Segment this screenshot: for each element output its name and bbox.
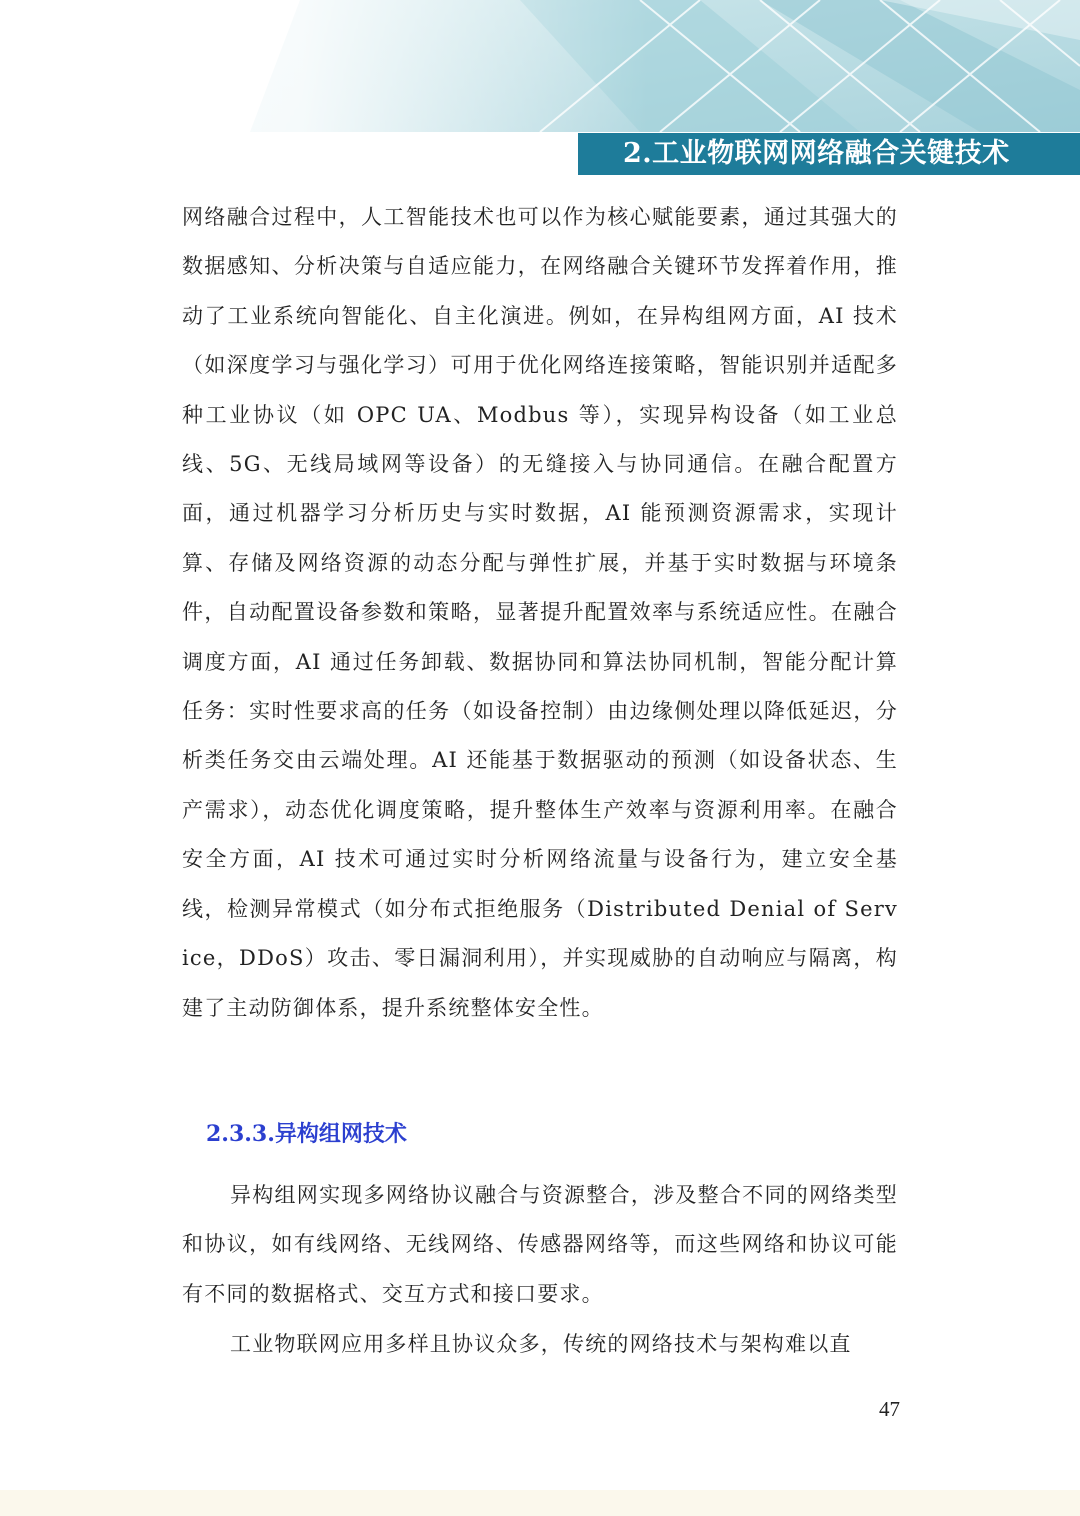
section-heading: 2.3.3.异构组网技术 <box>206 1121 407 1147</box>
page-number: 47 <box>879 1397 900 1421</box>
body-paragraph: 网络融合过程中，人工智能技术也可以作为核心赋能要素，通过其强大的数据感知、分析决策与自适应能力，在网络融合关键环节发挥着作用，推动了工业系统向智能化、自主化演进。例如，在异构组网方面，AI 技术（如深度学习与强化学习）可用于优化网络连接策略，智能识别并适配多种工业协议（如 OPC UA、Modbus 等），实现异构设备（如工业总线、5G、无线局域网等设备）的无缝接入与协同通信。在融合配置方面，通过机器学习分析历史与实时数据，AI 能预测资源需求，实现计算、存储及网络资源的动态分配与弹性扩展，并基于实时数据与环境条件，自动配置设备参数和策略，显著提升配置效率与系统适应性。在融合调度方面，AI 通过任务卸载、数据协同和算法协同机制，智能分配计算任务：实时性要求高的任务（如设备控制）由边缘侧处理以降低延迟，分析类任务交由云端处理。AI 还能基于数据驱动的预测（如设备状态、生产需求），动态优化调度策略，提升整体生产效率与资源利用率。在融合安全方面，AI 技术可通过实时分析网络流量与设备行为，建立安全基线，检测异常模式（如分布式拒绝服务（Distributed Denial of Service，DDoS）攻击、零日漏洞利用），并实现威胁的自动响应与隔离，构建了主动防御体系，提升系统整体安全性。 <box>182 205 898 1020</box>
body-paragraph: 异构组网实现多网络协议融合与资源整合，涉及整合不同的网络类型和协议，如有线网络、无线网络、传感器网络等，而这些网络和协议可能有不同的数据格式、交互方式和接口要求。 <box>182 1183 898 1306</box>
body-paragraph: 工业物联网应用多样且协议众多，传统的网络技术与架构难以直 <box>230 1332 852 1356</box>
chapter-title: 2.工业物联网网络融合关键技术 <box>623 138 1010 169</box>
header-pattern <box>0 0 1080 132</box>
page-bottom-tint <box>0 1490 1080 1516</box>
